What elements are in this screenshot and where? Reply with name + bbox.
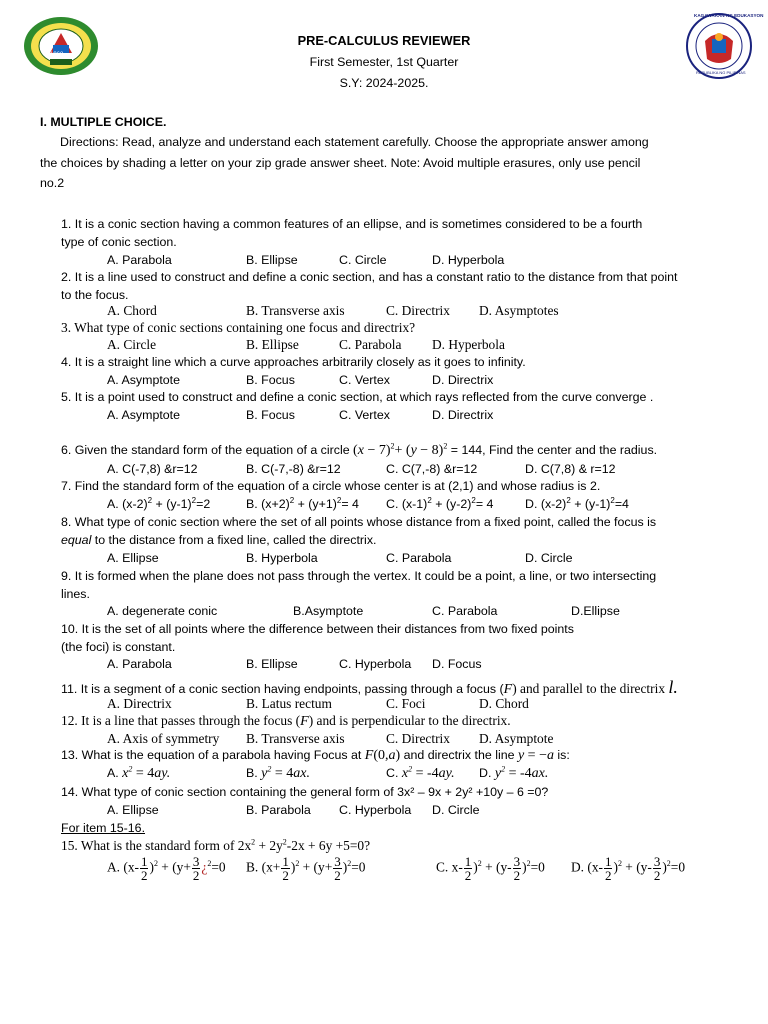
q12-option-a[interactable]: A. Axis of symmetry — [107, 731, 220, 746]
q2-option-c[interactable]: C. Directrix — [386, 303, 450, 318]
q6-equation: $(x - 7)^2+ (y - 8)^2$ — [353, 441, 448, 458]
q12-option-c[interactable]: C. Directrix — [386, 731, 450, 746]
deped-seal-text: KAGAWARAN NG EDUKASYON — [694, 13, 764, 18]
q13-text-mid: and directrix the line — [400, 748, 518, 762]
question-13-text — [61, 749, 570, 763]
q11-option-d[interactable]: D. Chord — [479, 696, 529, 711]
q14-option-a[interactable]: A. Ellipse — [107, 803, 159, 817]
q11-directrix-symbol: l. — [668, 677, 678, 697]
q1-option-a[interactable]: A. Parabola — [107, 253, 172, 267]
question-12-text — [61, 714, 511, 729]
q14-option-d[interactable]: D. Circle — [432, 803, 480, 817]
question-15-text: 15. What is the standard form of $2x^2 + 2y^2-2x + 6y +5=0$? — [61, 837, 371, 853]
q5-option-b[interactable]: B. Focus — [246, 408, 295, 422]
question-3-text: 3. What type of conic sections containing one focus and directrix? — [61, 320, 416, 335]
q10-option-b[interactable]: B. Ellipse — [246, 657, 298, 671]
question-14-text: 14. What type of conic section containing the general form of 3x² – 9x + 2y² +10y – 6 =0? — [61, 785, 549, 799]
question-2-text: 2. It is a line used to construct and define a conic section, and has a constant ratio to the distance from that point — [61, 270, 678, 284]
question-8-text: 8. What type of conic section where the set of all points whose distance from a fixed point, called the focus is — [61, 515, 657, 529]
question-11-text — [61, 678, 678, 697]
q8-text-rest: to the distance from a fixed line, called the directrix. — [91, 533, 377, 547]
q14-option-c[interactable]: C. Hyperbola — [339, 803, 412, 817]
q13-text-pre: 13. What is the equation of a parabola having Focus at — [61, 748, 365, 762]
q9-option-b[interactable]: B.Asymptote — [293, 604, 364, 618]
q15-option-b[interactable]: B. (x+ $\frac{1}{2}$ )$^2$ + (y+ $\frac{3}{2}$ )$^2$=0 — [246, 854, 366, 883]
q12-option-b[interactable]: B. Transverse axis — [246, 731, 345, 746]
q7-option-c[interactable]: C. $(x-1)^2 + (y-2)^2= 4$ — [386, 495, 494, 511]
directions-line-2: the choices by shading a letter on your zip grade answer sheet. Note: Avoid multiple erasures, only use pencil — [40, 156, 641, 170]
q9-option-d[interactable]: D.Ellipse — [571, 604, 620, 618]
question-1-text-cont: type of conic section. — [61, 235, 177, 249]
q2-option-b[interactable]: B. Transverse axis — [246, 303, 345, 318]
q10-option-c[interactable]: C. Hyperbola — [339, 657, 412, 671]
q13-directrix-eq: y = −a — [517, 748, 554, 763]
q13-option-d[interactable]: D. $y^2 = -4ax$. — [479, 764, 549, 781]
q10-option-d[interactable]: D. Focus — [432, 657, 482, 671]
q3-option-a[interactable]: A. Circle — [107, 337, 157, 352]
q12-option-d[interactable]: D. Asymptote — [479, 731, 554, 746]
q8-option-c[interactable]: C. Parabola — [386, 551, 452, 565]
q15-text-pre: 15. What is the standard form of 2x — [61, 838, 252, 853]
q7-option-a[interactable]: A. $(x-2)^2 + (y-1)^2=2$ — [107, 495, 211, 511]
question-10-text: 10. It is the set of all points where the difference between their distances from two fixed points — [61, 622, 574, 636]
question-9-text: 9. It is formed when the plane does not pass through the vertex. It could be a point, a line, or two intersecting — [61, 569, 657, 583]
q1-option-d[interactable]: D. Hyperbola — [432, 253, 505, 267]
directions-line-1: Directions: Read, analyze and understand each statement carefully. Choose the appropriate answer among — [60, 135, 649, 149]
q13-text-post: is: — [553, 748, 570, 762]
q14-option-b[interactable]: B. Parabola — [246, 803, 311, 817]
q8-option-b[interactable]: B. Hyperbola — [246, 551, 318, 565]
q6-option-b[interactable]: B. C(-7,-8) &r=12 — [246, 462, 341, 476]
q1-option-b[interactable]: B. Ellipse — [246, 253, 298, 267]
q9-option-c[interactable]: C. Parabola — [432, 604, 498, 618]
q15-option-d[interactable]: D. (x- $\frac{1}{2}$ )$^2$ + (y- $\frac{3}{2}$ )$^2$=0 — [571, 854, 686, 883]
q11-text-pre: 11. It is a segment of a conic section having endpoints, passing through a focus ( — [61, 682, 504, 696]
q11-option-c[interactable]: C. Foci — [386, 696, 426, 711]
q11-focus-symbol: F — [503, 682, 513, 697]
q8-option-d[interactable]: D. Circle — [525, 551, 573, 565]
question-1-text: 1. It is a conic section having a common features of an ellipse, and is sometimes considered to be a fourth — [61, 217, 643, 231]
q4-option-b[interactable]: B. Focus — [246, 373, 295, 387]
deped-seal-bottom-text: REPUBLIKA NG PILIPINAS — [696, 70, 746, 75]
q13-option-a[interactable]: A. $x^2 = 4ay$. — [107, 764, 171, 781]
directions-line-3: no.2 — [40, 176, 65, 190]
q15-text-mid2: -2x + 6y +5=0? — [286, 838, 371, 853]
q12-text-post: ) and is perpendicular to the directrix. — [308, 713, 511, 728]
q12-focus-symbol: F — [300, 714, 309, 729]
question-10-text-cont: (the foci) is constant. — [61, 640, 176, 654]
question-9-text-cont: lines. — [61, 587, 90, 601]
q7-option-d[interactable]: D. $(x-2)^2 + (y-1)^2=4$ — [525, 495, 629, 511]
school-seal-year: 1968 — [50, 52, 64, 58]
question-7-text: 7. Find the standard form of the equation of a circle whose center is at (2,1) and whose radius is 2. — [61, 479, 601, 493]
q15-option-c[interactable]: C. x- $\frac{1}{2}$ )$^2$ + (y- $\frac{3}{2}$ )$^2$=0 — [436, 854, 545, 883]
q10-option-a[interactable]: A. Parabola — [107, 657, 172, 671]
q6-option-a[interactable]: A. C(-7,8) &r=12 — [107, 462, 198, 476]
q13-focus-point: F(0,a) — [364, 748, 401, 763]
for-item-label: For item 15-16. — [61, 821, 146, 835]
q3-option-d[interactable]: D. Hyperbola — [432, 337, 505, 352]
q6-text-pre: 6. Given the standard form of the equation of a circle — [61, 443, 354, 457]
q2-option-d[interactable]: D. Asymptotes — [479, 303, 559, 318]
q11-option-b[interactable]: B. Latus rectum — [246, 696, 332, 711]
page-title: PRE-CALCULUS REVIEWER — [297, 33, 471, 48]
q4-option-d[interactable]: D. Directrix — [432, 373, 494, 387]
q6-option-d[interactable]: D. C(7,8) & r=12 — [525, 462, 616, 476]
q4-option-a[interactable]: A. Asymptote — [107, 373, 181, 387]
q8-emphasis: equal — [61, 533, 92, 547]
q2-option-a[interactable]: A. Chord — [107, 303, 157, 318]
q7-option-b[interactable]: B. $(x+2)^2 + (y+1)^2= 4$ — [246, 495, 359, 511]
q3-option-c[interactable]: C. Parabola — [339, 337, 402, 352]
q8-option-a[interactable]: A. Ellipse — [107, 551, 159, 565]
q1-option-c[interactable]: C. Circle — [339, 253, 387, 267]
q13-option-b[interactable]: B. $y^2 = 4ax$. — [246, 764, 310, 781]
question-8-text-cont — [61, 534, 376, 546]
q13-option-c[interactable]: C. $x^2 = -4ay$. — [386, 764, 455, 781]
q4-option-c[interactable]: C. Vertex — [339, 373, 390, 387]
q9-option-a[interactable]: A. degenerate conic — [107, 604, 218, 618]
q11-option-a[interactable]: A. Directrix — [107, 696, 172, 711]
question-5-text: 5. It is a point used to construct and define a conic section, at which rays reflected from the curve converge . — [61, 390, 654, 404]
q3-option-b[interactable]: B. Ellipse — [246, 337, 299, 352]
question-4-text: 4. It is a straight line which a curve approaches arbitrarily closely as it goes to infinity. — [61, 355, 526, 369]
q6-option-c[interactable]: C. C(7,-8) &r=12 — [386, 462, 478, 476]
question-6-text — [61, 441, 658, 458]
q5-option-d[interactable]: D. Directrix — [432, 408, 494, 422]
q15-text-mid1: + 2y — [255, 838, 283, 853]
question-2-text-cont: to the focus. — [61, 288, 129, 302]
school-year-line: S.Y: 2024-2025. — [339, 76, 429, 90]
q11-text-mid: ) and parallel to the directrix — [512, 681, 669, 696]
q6-text-post: = 144, Find the center and the radius. — [447, 443, 658, 457]
q15-option-a[interactable]: A. (x- $\frac{1}{2}$ )$^2$ + (y+ $\frac{3}{2}$ ¿$^2$=0 — [107, 854, 226, 883]
section-heading: I. MULTIPLE CHOICE. — [40, 115, 167, 129]
q5-option-a[interactable]: A. Asymptote — [107, 408, 181, 422]
q12-text-pre: 12. It is a line that passes through the focus ( — [61, 713, 301, 728]
semester-line: First Semester, 1st Quarter — [309, 55, 459, 69]
q5-option-c[interactable]: C. Vertex — [339, 408, 390, 422]
